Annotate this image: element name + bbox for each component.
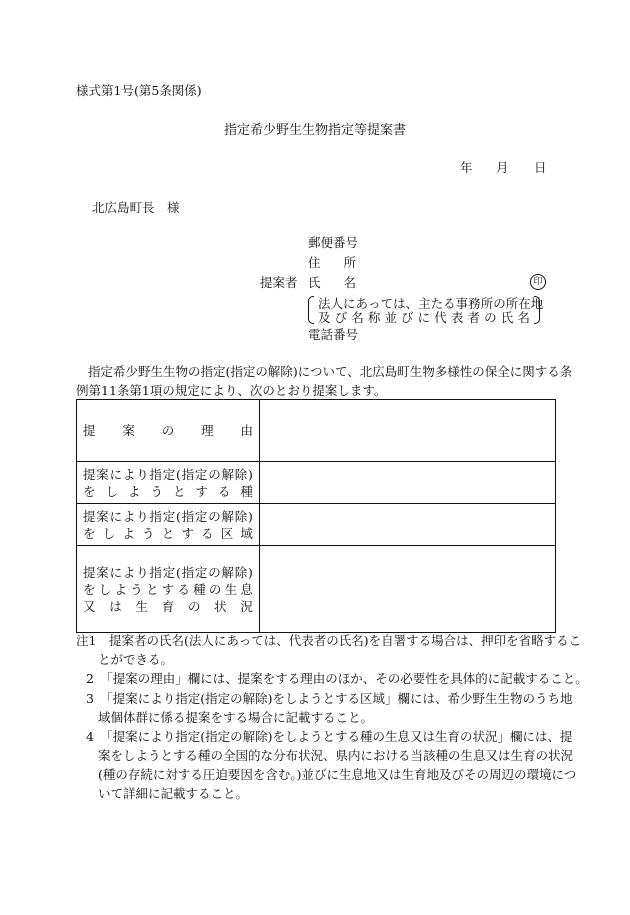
postal-code-label: 郵 便 番 号	[308, 235, 359, 250]
note-line: とができる。	[98, 652, 174, 667]
row-label-line: 提 案 に よ り 指 定 ( 指 定 の 解 除 )	[83, 508, 253, 524]
row-label-line: を し よ う と す る 区 域	[83, 525, 253, 541]
note-line: 2 「提案の理由」欄には、提案をする理由のほか、その必要性を具体的に記載すること。	[86, 671, 588, 686]
corporate-note-line2: 及 び 名 称 並 び に 代 表 者 の 氏 名	[318, 310, 530, 325]
row-label	[77, 400, 260, 462]
row-label-line: を し よ う と す る 種 の 生 息	[83, 581, 253, 597]
row-label-line: 又 は 生 育 の 状 況	[83, 598, 253, 614]
name-label: 氏 名	[308, 275, 356, 290]
left-bracket	[308, 296, 314, 324]
row-label-line: 提 案 に よ り 指 定 ( 指 定 の 解 除 )	[83, 564, 253, 580]
note-line: いて詳細に記載すること。	[98, 786, 249, 801]
date-day-label: 日	[534, 160, 547, 175]
note-line: 案をしようとする種の全国的な分布状況、県内における当該種の生息又は生育の状況	[98, 748, 574, 763]
note-line: 注1 提案者の氏名(法人にあっては、代表者の氏名)を自署する場合は、押印を省略するこ	[76, 633, 582, 648]
proposed-species-field[interactable]	[260, 462, 556, 504]
row-label	[77, 462, 260, 504]
row-label-line: 提 案 の 理 由	[83, 423, 253, 438]
proposer-label: 提 案 者	[260, 275, 298, 290]
note-line: (種の存続に対する圧迫要因を含む。)並びに生息地又は生育地及びその周辺の環境につ	[98, 767, 577, 782]
corporate-note-bracket	[308, 296, 544, 325]
corporate-note-line1: 法 人 に あ っ て は 、 主 た る 事 務 所 の 所 在 地	[318, 296, 544, 311]
document-title: 指定希少野生生物指定等提案書	[223, 123, 406, 138]
date-year-label: 年	[460, 160, 473, 175]
proposed-area-field[interactable]	[260, 504, 556, 546]
habitat-status-field[interactable]	[260, 546, 556, 633]
intro-line2: 例第11条第1項の規定により、次のとおり提案します。	[76, 383, 387, 398]
proposal-table	[76, 399, 556, 633]
row-label	[77, 546, 260, 633]
addressee: 北広島町長 様	[92, 200, 180, 215]
note-line: 3 「提案により指定(指定の解除)をしようとする区域」欄には、希少野生生物のうち地	[86, 691, 573, 706]
form-number: 様式第1号(第5条関係)	[76, 83, 202, 98]
seal-icon: 印	[530, 274, 546, 290]
table-row	[77, 546, 556, 633]
note-line: 域個体群に係る提案をする場合に記載すること。	[98, 710, 374, 725]
address-label: 住 所	[308, 255, 356, 270]
note-line: 4 「提案により指定(指定の解除)をしようとする種の生息又は生育の状況」欄には、提	[86, 729, 573, 744]
table-row	[77, 504, 556, 546]
row-label-line: 提 案 に よ り 指 定 ( 指 定 の 解 除 )	[83, 466, 253, 482]
row-label-line: を し よ う と す る 種	[83, 483, 253, 499]
date-month-label: 月	[496, 160, 509, 175]
phone-number-label: 電 話 番 号	[308, 327, 359, 342]
row-label	[77, 504, 260, 546]
table-row	[77, 462, 556, 504]
intro-line1: 指定希少野生生物の指定(指定の解除)について、北広島町生物多様性の保全に関する条	[88, 364, 573, 379]
right-bracket	[534, 296, 540, 324]
proposal-reason-field[interactable]	[260, 400, 556, 462]
table-row	[77, 400, 556, 462]
